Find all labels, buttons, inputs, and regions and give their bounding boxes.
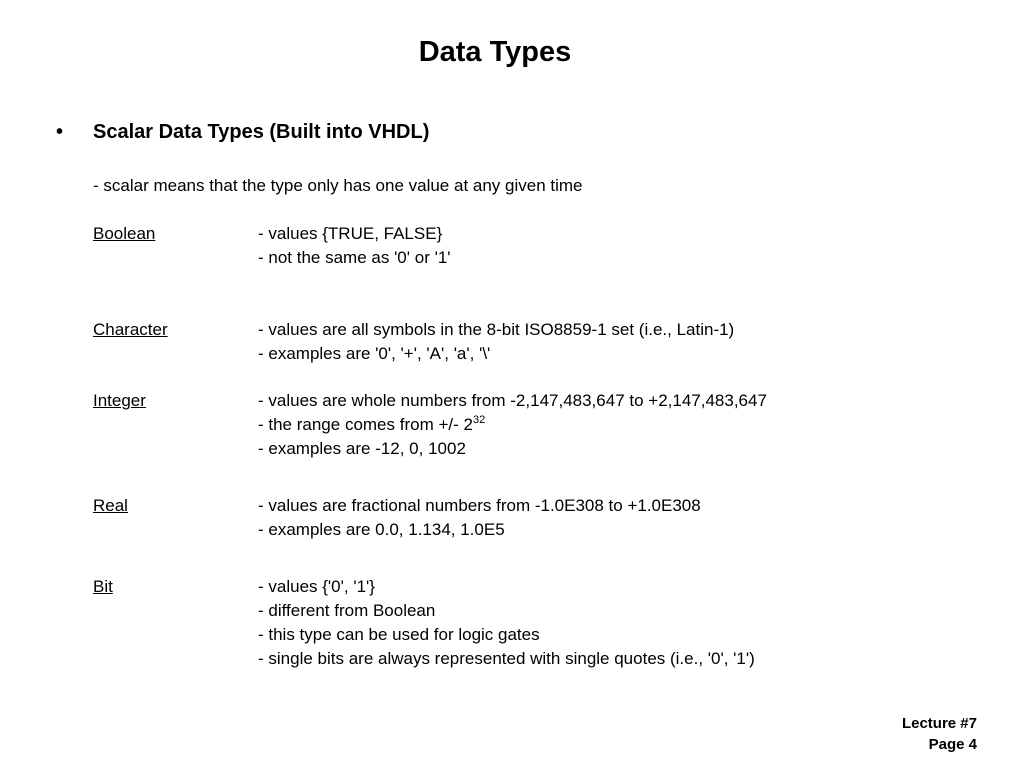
term-character: Character (93, 320, 168, 339)
bullet-icon: • (56, 121, 64, 143)
desc-line-range (258, 413, 767, 437)
desc-line: - single bits are always represented with single quotes (i.e., '0', '1') (258, 649, 755, 668)
slide-footer (902, 713, 977, 755)
desc-line: - different from Boolean (258, 601, 436, 620)
desc-line: - values are fractional numbers from -1.0E308 to +1.0E308 (258, 496, 701, 515)
term-real: Real (93, 496, 128, 515)
term-bit: Bit (93, 577, 113, 596)
lecture-number: Lecture #7 (901, 715, 977, 732)
section-heading: Scalar Data Types (Built into VHDL) (93, 121, 430, 143)
desc-line: - this type can be used for logic gates (258, 625, 540, 644)
desc-line: - examples are -12, 0, 1002 (258, 439, 466, 458)
term-integer: Integer (93, 391, 146, 410)
desc-line: - examples are '0', '+', 'A', 'a', '\' (258, 344, 491, 363)
desc-line: - values are all symbols in the 8-bit ISO8859-1 set (i.e., Latin-1) (258, 320, 735, 339)
desc-line: - values are whole numbers from -2,147,483,647 to +2,147,483,647 (258, 391, 767, 410)
exponent: 32 (472, 414, 486, 426)
desc-line: - values {'0', '1'} (258, 577, 375, 596)
desc-boolean (258, 222, 451, 270)
page-number: Page 4 (928, 736, 977, 753)
slide-title: Data Types (418, 36, 572, 68)
desc-line: - examples are 0.0, 1.134, 1.0E5 (258, 520, 505, 539)
range-text: - the range comes from +/- 2 (258, 415, 473, 434)
desc-real (258, 494, 701, 542)
term-boolean: Boolean (93, 224, 156, 243)
desc-integer (258, 389, 767, 461)
desc-character (258, 318, 734, 366)
desc-line: - values {TRUE, FALSE} (258, 224, 443, 243)
desc-line: - not the same as '0' or '1' (258, 248, 451, 267)
intro-text: - scalar means that the type only has one value at any given time (93, 176, 583, 195)
desc-bit (258, 575, 755, 671)
